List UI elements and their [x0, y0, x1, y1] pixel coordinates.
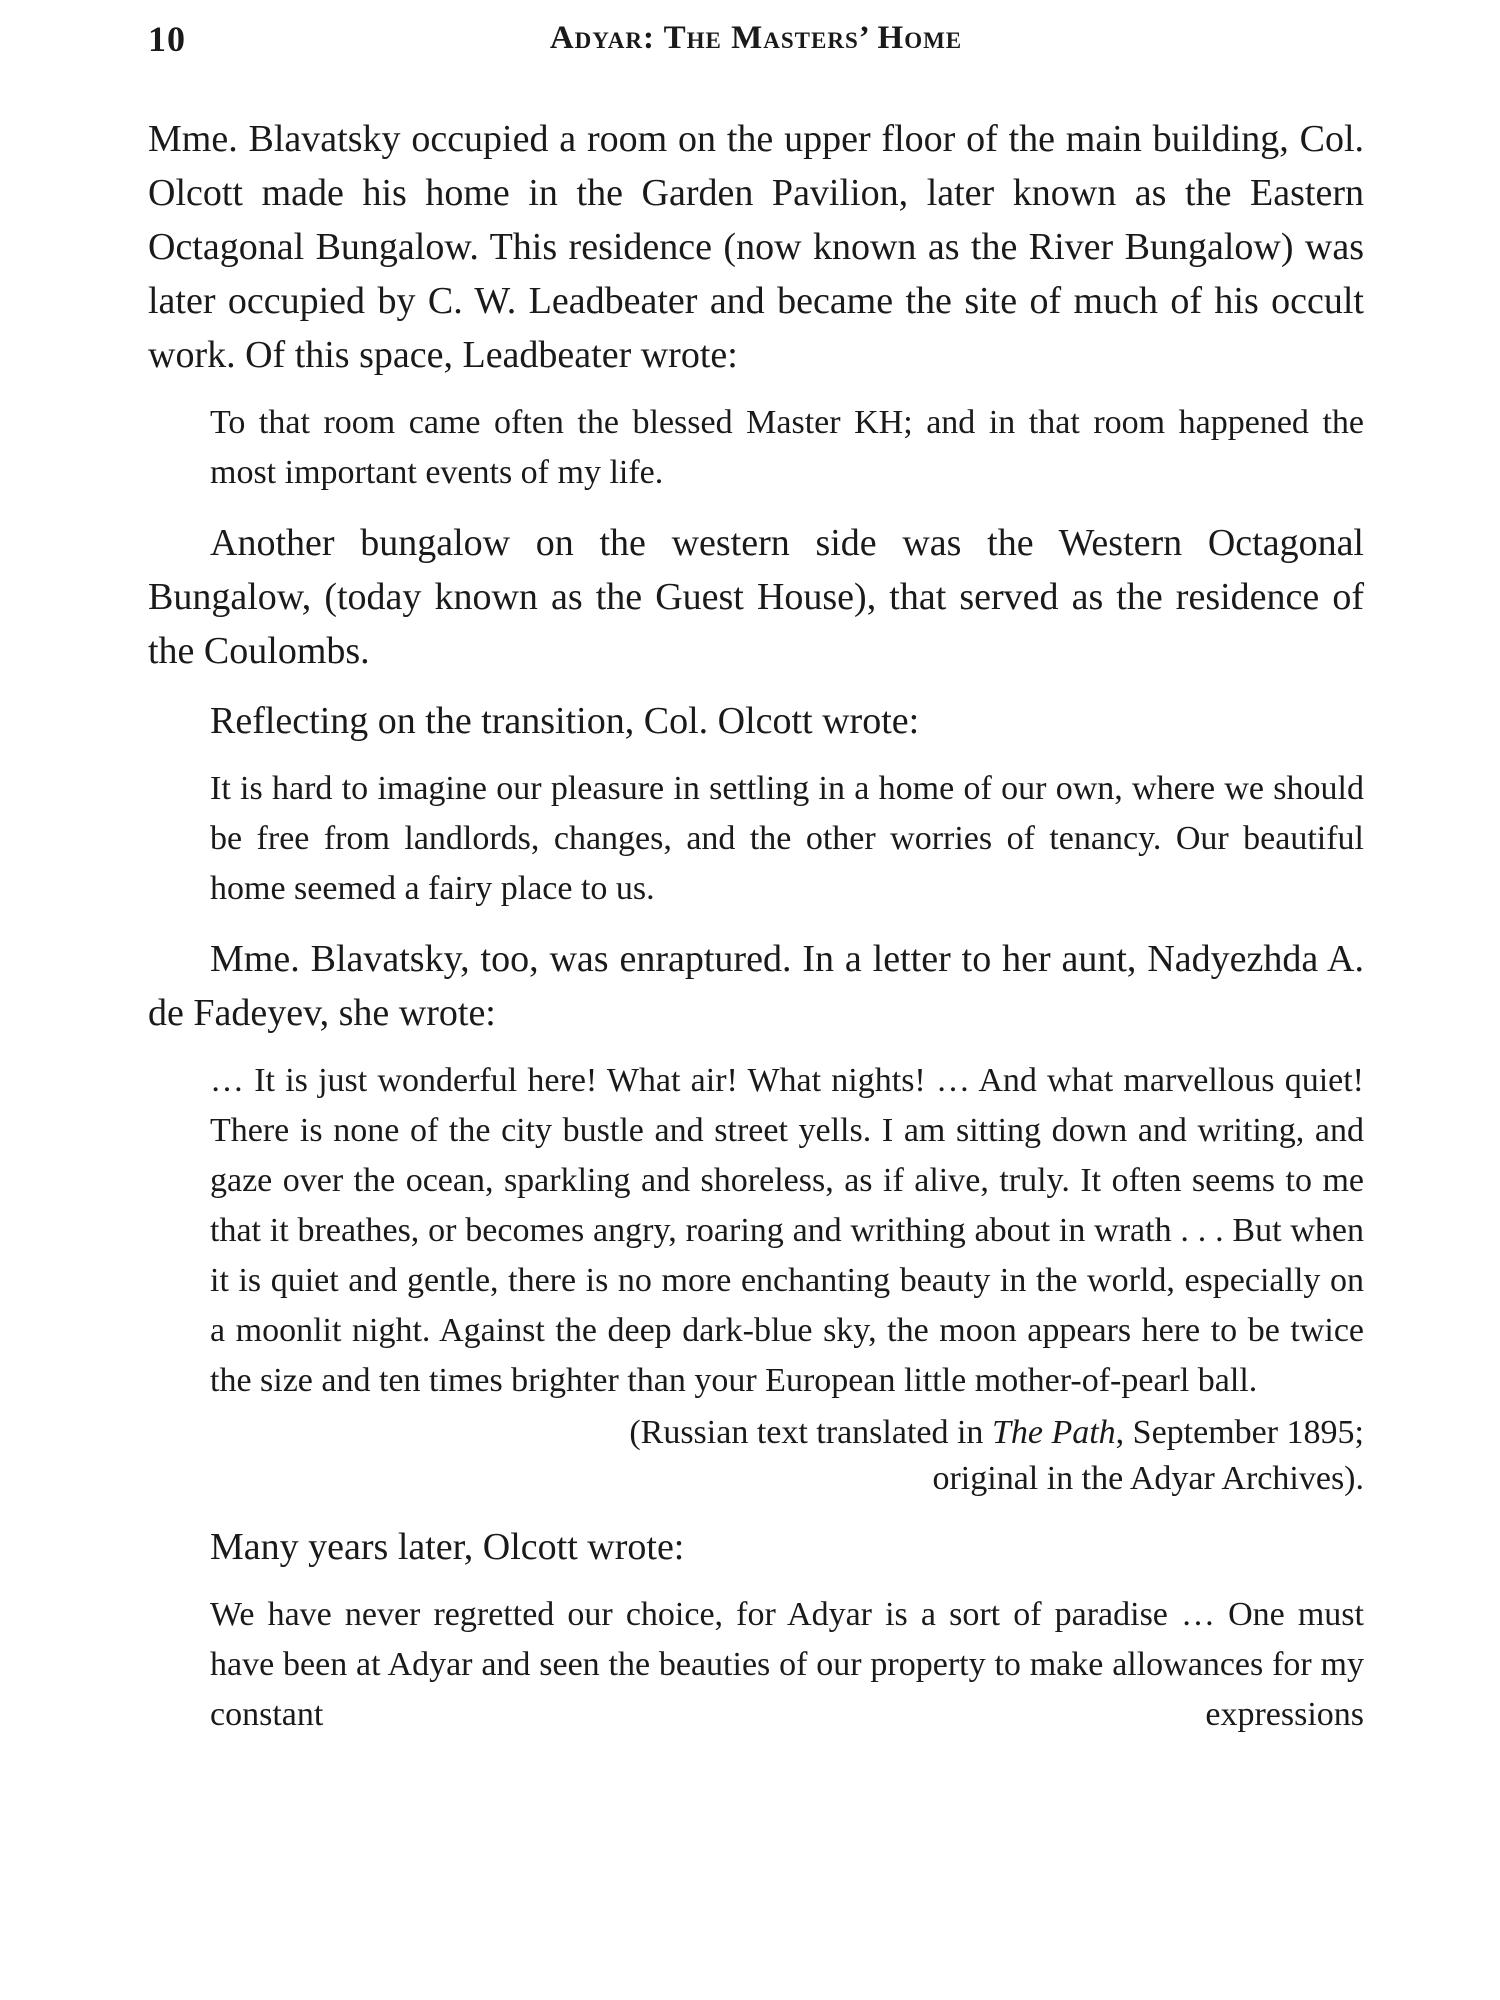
paragraph-western-bungalow: Another bungalow on the western side was the Western Octagonal Bungalow, (today known as the Guest House), that served as the residence of the Coulombs. [148, 522, 1364, 672]
quote-olcott-pleasure: It is hard to imagine our pleasure in settling in a home of our own, where we should be free from landlords, changes, and the other worries of tenancy. Our beautiful home seemed a fairy place to us. [210, 770, 1364, 907]
paragraph-reflecting: Reflecting on the transition, Col. Olcott wrote: [210, 700, 920, 742]
citation-line-2: original in the Adyar Archives). [932, 1460, 1364, 1497]
quote-olcott-paradise: We have never regretted our choice, for Adyar is a sort of paradise … One must have been at Adyar and seen the beauties of our property to make allowances for my constant expressions [210, 1596, 1364, 1733]
page-header [148, 18, 1364, 58]
page-number: 10 [148, 19, 186, 59]
running-head: Adyar: The Masters’ Home [549, 20, 963, 56]
paragraph-blavatsky-room: Mme. Blavatsky occupied a room on the upper floor of the main building, Col. Olcott made his home in the Garden Pavilion, later known as the Eastern Octagonal Bungalow. This residence (now known as the River Bungalow) was later occupied by C. W. Leadbeater and became the site of much of his occult work. Of this space, Leadbeater wrote: [148, 118, 1364, 376]
citation-line-1 [148, 1410, 1364, 1456]
citation-title: The Path [991, 1414, 1116, 1451]
quote-blavatsky-letter: … It is just wonderful here! What air! What nights! … And what marvellous quiet! There is none of the city bustle and street yells. I am sitting down and writing, and gaze over the ocean, sparkling and shoreless, as if alive, truly. It often seems to me that it breathes, or becomes angry, roaring and writhing about in wrath . . . But when it is quiet and gentle, there is no more enchanting beauty in the world, especially on a moonlit night. Against the deep dark-blue sky, the moon appears here to be twice the size and ten times brighter than your European little mother-of-pearl ball. [210, 1062, 1364, 1399]
citation-prefix: (Russian text translated in [629, 1414, 992, 1451]
body-text [148, 112, 1364, 1758]
paragraph-enraptured: Mme. Blavatsky, too, was enraptured. In a letter to her aunt, Nadyezhda A. de Fadeyev, she wrote: [148, 938, 1364, 1034]
paragraph-years-later: Many years later, Olcott wrote: [210, 1526, 685, 1568]
citation [148, 1410, 1364, 1502]
quote-leadbeater: To that room came often the blessed Master KH; and in that room happened the most important events of my life. [210, 404, 1364, 491]
citation-suffix: , September 1895; [1115, 1414, 1364, 1451]
